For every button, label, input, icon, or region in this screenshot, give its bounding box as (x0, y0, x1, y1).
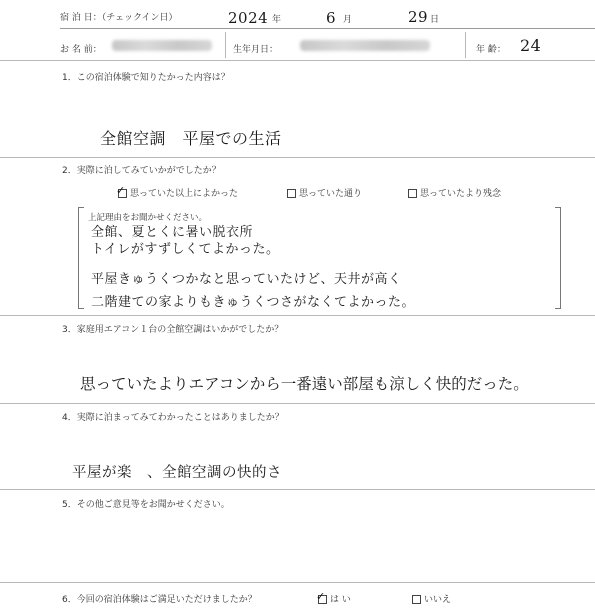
q3-rule (0, 403, 595, 404)
reason-bracket-right (555, 207, 561, 309)
q1-question: 1．この宿泊体験で知りたかった内容は？ (62, 73, 230, 83)
redacted-birthdate (300, 40, 430, 51)
header-divider-2 (465, 32, 466, 58)
checkbox-icon (408, 189, 417, 198)
name-label: お 名 前： (60, 45, 102, 55)
checkmark-icon: ✓ (116, 184, 126, 197)
q2-reason-line-4: 二階建ての家よりもきゅうくつさがなくてよかった。 (91, 295, 416, 310)
stay-year: 2024 (228, 9, 269, 27)
q2-rule (0, 315, 595, 316)
q5-rule (0, 582, 595, 583)
q4-answer: 平屋が楽 、全館空調の快的さ (72, 465, 282, 481)
stay-date-label: 宿 泊 日：（チェックイン日） (60, 13, 178, 23)
q2-reason-label: 上記理由をお聞かせください。 (88, 213, 208, 223)
month-unit: 月 (343, 15, 353, 25)
q2-option-1: ✓ 思っていた以上によかった (116, 184, 239, 199)
stay-month: 6 (326, 9, 337, 27)
q2-option-2: 思っていた通り (287, 186, 362, 199)
q3-answer: 思っていたよりエアコンから一番遠い部屋も涼しく快的だった。 (80, 375, 529, 393)
day-unit: 日 (430, 15, 440, 25)
checkbox-icon (287, 189, 296, 198)
q6-no: いいえ (412, 592, 451, 605)
reason-bracket-left (78, 207, 84, 309)
header-rule-2 (0, 60, 595, 61)
age-label: 年 齢： (476, 45, 506, 55)
checkbox-icon (116, 184, 127, 198)
header-divider-1 (225, 32, 226, 58)
q3-question: 3．家庭用エアコン１台の全館空調はいかがでしたか？ (62, 325, 284, 335)
q1-rule (0, 157, 595, 158)
stay-day: 29 (408, 8, 429, 26)
q2-reason-line-2: トイレがすずしくてよかった。 (91, 242, 280, 257)
q4-rule (0, 489, 595, 490)
q4-question: 4．実際に泊まってみてわかったことはありましたか？ (62, 413, 284, 423)
checkbox-icon (316, 590, 327, 604)
q6-question: 6．今回の宿泊体験はご満足いただけましたか？ (62, 595, 257, 605)
q2-option-3: 思っていたより残念 (408, 186, 501, 199)
checkmark-icon: ✓ (316, 590, 326, 603)
q5-question: 5．その他ご意見等をお聞かせください。 (62, 500, 230, 510)
q2-reason-line-1: 全館、夏とくに暑い脱衣所 (91, 225, 254, 240)
redacted-name (112, 40, 212, 51)
q2-question: 2．実際に泊してみていかがでしたか？ (62, 166, 221, 176)
q2-reason-line-3: 平屋きゅうくつかなと思っていたけど、天井が高く (91, 272, 402, 287)
checkbox-icon (412, 595, 421, 604)
header-rule-1 (60, 28, 595, 29)
birthdate-label: 生年月日： (233, 45, 279, 55)
q1-answer: 全館空調 平屋での生活 (100, 129, 282, 148)
age-value: 24 (520, 36, 542, 55)
year-unit: 年 (272, 15, 282, 25)
q6-yes: ✓ は い (316, 590, 351, 605)
